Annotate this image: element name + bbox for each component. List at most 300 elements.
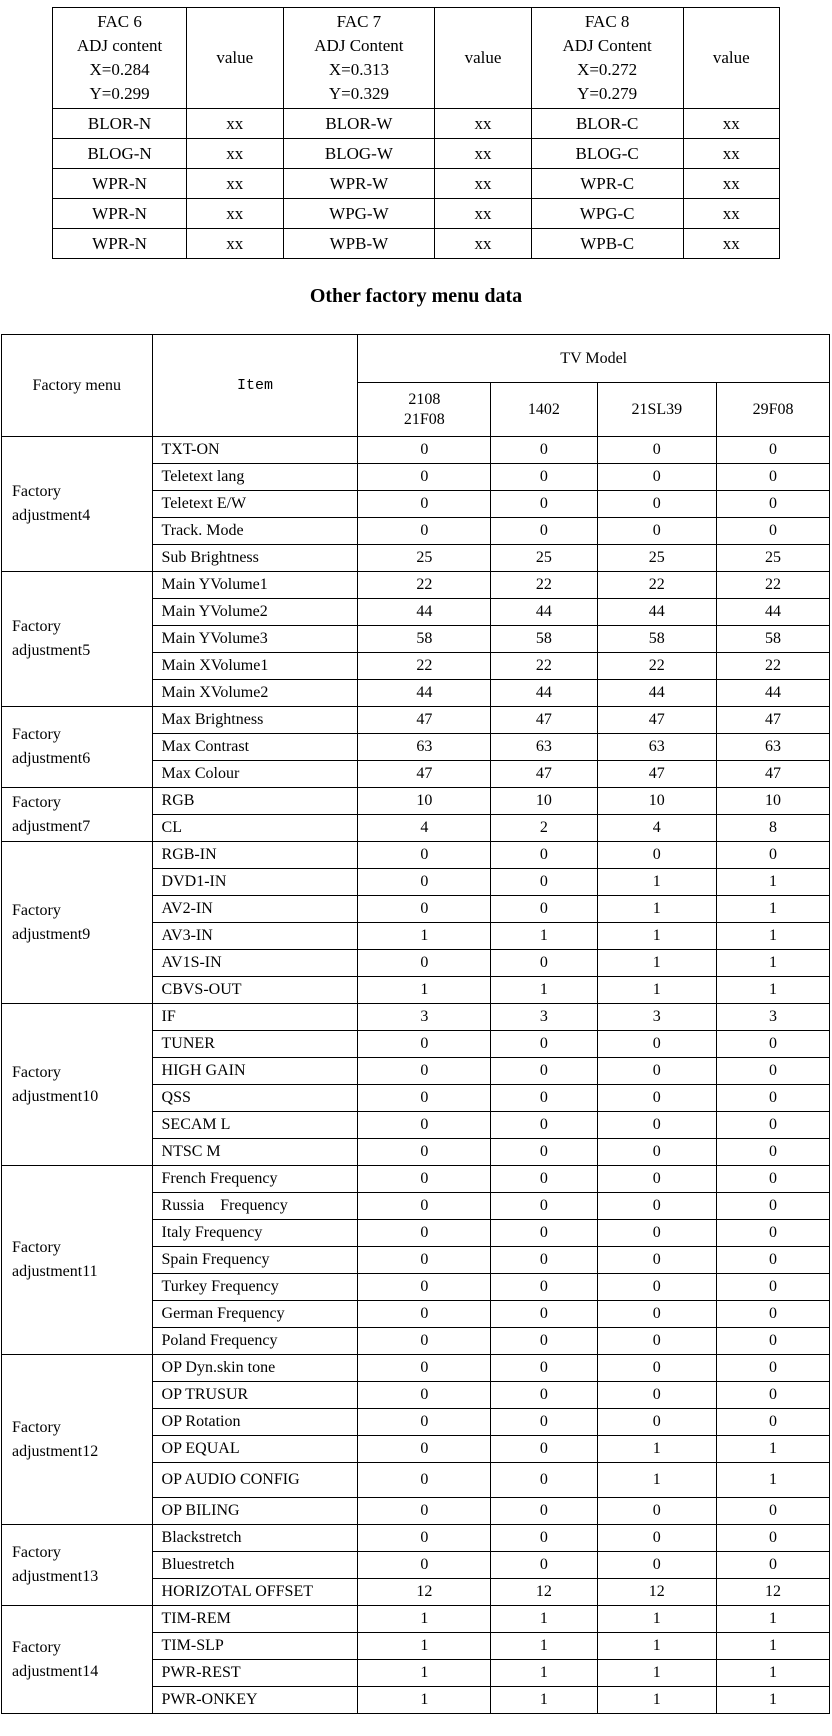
item-value: 0 xyxy=(597,1382,717,1409)
item-value: 0 xyxy=(358,1498,491,1525)
item-value: 1 xyxy=(491,923,597,950)
item-value: 63 xyxy=(491,734,597,761)
item-value: 0 xyxy=(358,1247,491,1274)
item-value: 1 xyxy=(358,923,491,950)
adj-cell: xx xyxy=(435,169,531,199)
group-line: Factory xyxy=(12,726,61,743)
item-value: 0 xyxy=(597,1525,717,1552)
item-value: 1 xyxy=(717,1687,830,1714)
item-name: Poland Frequency xyxy=(152,1328,358,1355)
item-name: Main XVolume2 xyxy=(152,680,358,707)
adj-cell: xx xyxy=(187,139,283,169)
item-value: 1 xyxy=(358,977,491,1004)
item-name: Main YVolume1 xyxy=(152,572,358,599)
item-name: RGB xyxy=(152,788,358,815)
item-value: 0 xyxy=(491,1355,597,1382)
menu-row xyxy=(2,437,830,464)
item-value: 0 xyxy=(358,1139,491,1166)
adj-cell: WPR-W xyxy=(283,169,435,199)
item-value: 1 xyxy=(597,977,717,1004)
item-name: AV2-IN xyxy=(152,896,358,923)
item-value: 0 xyxy=(717,1274,830,1301)
item-value: 0 xyxy=(717,1382,830,1409)
item-name: Italy Frequency xyxy=(152,1220,358,1247)
item-value: 0 xyxy=(597,464,717,491)
item-value: 0 xyxy=(717,1112,830,1139)
item-value: 22 xyxy=(491,653,597,680)
item-name: OP BILING xyxy=(152,1498,358,1525)
item-name: AV3-IN xyxy=(152,923,358,950)
adj-header-cell xyxy=(53,8,187,109)
group-line: adjustment9 xyxy=(12,925,91,943)
item-value: 0 xyxy=(491,1031,597,1058)
item-value: 1 xyxy=(597,1436,717,1463)
item-value: 0 xyxy=(358,1409,491,1436)
item-value: 1 xyxy=(597,950,717,977)
fac-y: Y=0.299 xyxy=(89,84,150,103)
item-value: 0 xyxy=(358,1166,491,1193)
group-line: adjustment10 xyxy=(12,1087,99,1105)
item-value: 0 xyxy=(491,1436,597,1463)
item-name: Teletext E/W xyxy=(152,491,358,518)
item-value: 1 xyxy=(491,977,597,1004)
model-line: 2108 xyxy=(408,390,441,408)
item-value: 47 xyxy=(717,761,830,788)
factory-group-name xyxy=(2,572,153,707)
item-value: 10 xyxy=(358,788,491,815)
item-value: 3 xyxy=(597,1004,717,1031)
factory-group-name xyxy=(2,1166,153,1355)
adj-cell: WPR-C xyxy=(531,169,683,199)
group-line: Factory xyxy=(12,1544,61,1561)
group-line: adjustment4 xyxy=(12,507,91,524)
group-line: Factory xyxy=(12,1418,61,1436)
item-value: 0 xyxy=(491,1382,597,1409)
item-value: 0 xyxy=(491,1139,597,1166)
item-name: OP AUDIO CONFIG xyxy=(152,1463,358,1498)
item-value: 0 xyxy=(597,1166,717,1193)
item-value: 0 xyxy=(717,1031,830,1058)
factory-group-name xyxy=(2,437,153,572)
item-value: 58 xyxy=(717,626,830,653)
item-value: 58 xyxy=(597,626,717,653)
item-value: 0 xyxy=(717,518,830,545)
item-value: 44 xyxy=(597,680,717,707)
item-value: 0 xyxy=(597,518,717,545)
adj-cell: xx xyxy=(683,199,779,229)
item-value: 0 xyxy=(491,950,597,977)
adj-cell: BLOG-C xyxy=(531,139,683,169)
item-value: 44 xyxy=(717,680,830,707)
item-name: OP Rotation xyxy=(152,1409,358,1436)
model-name xyxy=(597,383,717,437)
fac-x: X=0.284 xyxy=(89,60,150,79)
item-value: 22 xyxy=(358,572,491,599)
item-name: French Frequency xyxy=(152,1166,358,1193)
item-value: 0 xyxy=(358,491,491,518)
item-value: 44 xyxy=(597,599,717,626)
item-value: 0 xyxy=(491,491,597,518)
item-value: 12 xyxy=(358,1579,491,1606)
item-value: 0 xyxy=(358,1463,491,1498)
item-value: 0 xyxy=(491,1247,597,1274)
menu-header-row xyxy=(2,335,830,383)
item-value: 0 xyxy=(717,464,830,491)
item-value: 4 xyxy=(597,815,717,842)
group-line: Factory xyxy=(12,901,61,919)
factory-menu-table xyxy=(1,334,830,1714)
item-name: Main XVolume1 xyxy=(152,653,358,680)
menu-row xyxy=(2,1525,830,1552)
item-value: 0 xyxy=(597,1139,717,1166)
item-value: 0 xyxy=(491,1220,597,1247)
item-value: 0 xyxy=(491,1058,597,1085)
item-value: 0 xyxy=(358,1382,491,1409)
item-name: OP TRUSUR xyxy=(152,1382,358,1409)
item-value: 0 xyxy=(491,896,597,923)
item-value: 44 xyxy=(491,680,597,707)
item-value: 0 xyxy=(358,1301,491,1328)
model-line: 21F08 xyxy=(403,410,445,428)
adj-value-header: value xyxy=(435,8,531,109)
item-value: 22 xyxy=(491,572,597,599)
group-line: adjustment11 xyxy=(12,1263,98,1280)
item-value: 44 xyxy=(717,599,830,626)
factory-group-name xyxy=(2,707,153,788)
adj-cell: xx xyxy=(435,199,531,229)
item-value: 22 xyxy=(597,572,717,599)
adj-cell: WPB-C xyxy=(531,229,683,259)
adj-cell: xx xyxy=(187,109,283,139)
item-value: 0 xyxy=(597,1409,717,1436)
item-value: 0 xyxy=(491,1552,597,1579)
item-value: 25 xyxy=(491,545,597,572)
item-name: German Frequency xyxy=(152,1301,358,1328)
item-name: AV1S-IN xyxy=(152,950,358,977)
adj-cell: BLOR-W xyxy=(283,109,435,139)
model-name xyxy=(717,383,830,437)
adj-cell: WPR-N xyxy=(53,199,187,229)
item-name: Main YVolume2 xyxy=(152,599,358,626)
item-value: 0 xyxy=(717,1058,830,1085)
fac-subtitle: ADJ content xyxy=(76,36,163,55)
group-line: Factory xyxy=(12,618,61,635)
adj-cell: xx xyxy=(683,139,779,169)
item-value: 0 xyxy=(491,1085,597,1112)
item-value: 0 xyxy=(597,1247,717,1274)
item-value: 22 xyxy=(597,653,717,680)
item-value: 1 xyxy=(358,1687,491,1714)
menu-row xyxy=(2,788,830,815)
item-value: 1 xyxy=(491,1687,597,1714)
item-value: 0 xyxy=(491,1498,597,1525)
model-line: 29F08 xyxy=(752,400,794,418)
item-value: 1 xyxy=(597,1633,717,1660)
item-name: Teletext lang xyxy=(152,464,358,491)
factory-group-name xyxy=(2,1355,153,1525)
item-value: 8 xyxy=(717,815,830,842)
menu-row xyxy=(2,1355,830,1382)
fac-title: FAC 8 xyxy=(584,12,630,31)
item-value: 1 xyxy=(358,1660,491,1687)
item-value: 10 xyxy=(717,788,830,815)
factory-group-name xyxy=(2,842,153,1004)
group-line: Factory xyxy=(12,1239,61,1256)
adj-cell: WPR-N xyxy=(53,229,187,259)
adj-cell: xx xyxy=(435,139,531,169)
item-value: 0 xyxy=(358,1525,491,1552)
model-line: 1402 xyxy=(527,400,560,418)
item-value: 44 xyxy=(358,680,491,707)
fac-title: FAC 6 xyxy=(97,12,142,31)
adj-header-cell xyxy=(531,8,683,109)
item-value: 47 xyxy=(491,761,597,788)
group-line: adjustment12 xyxy=(12,1442,99,1460)
item-value: 0 xyxy=(358,518,491,545)
factory-group-name xyxy=(2,1004,153,1166)
item-value: 0 xyxy=(358,1436,491,1463)
item-value: 0 xyxy=(491,1112,597,1139)
fac-y: Y=0.279 xyxy=(577,84,638,103)
menu-row xyxy=(2,1166,830,1193)
item-value: 0 xyxy=(717,1355,830,1382)
adj-cell: xx xyxy=(187,169,283,199)
item-name: PWR-ONKEY xyxy=(152,1687,358,1714)
item-value: 1 xyxy=(717,1463,830,1498)
item-value: 0 xyxy=(717,1525,830,1552)
adj-cell: xx xyxy=(435,229,531,259)
item-value: 1 xyxy=(717,896,830,923)
item-name: NTSC M xyxy=(152,1139,358,1166)
item-value: 0 xyxy=(717,437,830,464)
adj-row xyxy=(53,169,780,199)
adj-cell: WPG-C xyxy=(531,199,683,229)
item-value: 2 xyxy=(491,815,597,842)
group-line: adjustment14 xyxy=(12,1662,99,1680)
item-value: 1 xyxy=(597,923,717,950)
item-name: IF xyxy=(152,1004,358,1031)
item-value: 0 xyxy=(597,1031,717,1058)
item-value: 0 xyxy=(358,1274,491,1301)
item-name: QSS xyxy=(152,1085,358,1112)
group-line: adjustment5 xyxy=(12,642,91,659)
item-value: 0 xyxy=(597,842,717,869)
model-name xyxy=(491,383,597,437)
item-value: 0 xyxy=(597,1274,717,1301)
item-value: 1 xyxy=(717,1436,830,1463)
item-name: Russia Frequency xyxy=(152,1193,358,1220)
item-name: CL xyxy=(152,815,358,842)
item-value: 10 xyxy=(491,788,597,815)
item-value: 0 xyxy=(597,1220,717,1247)
group-line: Factory xyxy=(12,793,61,811)
item-value: 0 xyxy=(358,1552,491,1579)
item-name: OP EQUAL xyxy=(152,1436,358,1463)
factory-group-name xyxy=(2,1606,153,1714)
item-value: 1 xyxy=(491,1633,597,1660)
item-name: Main YVolume3 xyxy=(152,626,358,653)
item-value: 47 xyxy=(597,707,717,734)
fac-subtitle: ADJ Content xyxy=(562,36,652,55)
item-value: 0 xyxy=(717,1301,830,1328)
item-value: 25 xyxy=(358,545,491,572)
item-value: 1 xyxy=(597,869,717,896)
group-line: Factory xyxy=(12,483,61,500)
item-value: 0 xyxy=(358,464,491,491)
item-value: 0 xyxy=(491,1166,597,1193)
adj-cell: WPG-W xyxy=(283,199,435,229)
item-value: 12 xyxy=(597,1579,717,1606)
item-value: 1 xyxy=(491,1660,597,1687)
item-value: 0 xyxy=(597,1301,717,1328)
adj-header-row xyxy=(53,8,780,109)
item-name: Track. Mode xyxy=(152,518,358,545)
item-value: 0 xyxy=(491,1409,597,1436)
adj-row xyxy=(53,109,780,139)
item-name: RGB-IN xyxy=(152,842,358,869)
item-value: 0 xyxy=(717,1139,830,1166)
item-value: 0 xyxy=(717,1193,830,1220)
item-value: 0 xyxy=(491,869,597,896)
item-value: 0 xyxy=(491,1301,597,1328)
item-name: Blackstretch xyxy=(152,1525,358,1552)
item-value: 3 xyxy=(717,1004,830,1031)
adj-cell: xx xyxy=(683,109,779,139)
adj-value-header: value xyxy=(187,8,283,109)
fac-y: Y=0.329 xyxy=(328,84,389,103)
item-name: TIM-SLP xyxy=(152,1633,358,1660)
item-value: 1 xyxy=(597,1463,717,1498)
fac-subtitle: ADJ Content xyxy=(314,36,404,55)
item-name: Max Brightness xyxy=(152,707,358,734)
item-value: 0 xyxy=(491,1193,597,1220)
adj-cell: BLOG-W xyxy=(283,139,435,169)
item-name: Spain Frequency xyxy=(152,1247,358,1274)
item-value: 0 xyxy=(491,1328,597,1355)
item-value: 47 xyxy=(358,707,491,734)
item-value: 0 xyxy=(597,1328,717,1355)
col-tv-model: TV Model xyxy=(358,335,830,383)
item-value: 0 xyxy=(491,518,597,545)
item-value: 10 xyxy=(597,788,717,815)
fac-adj-table xyxy=(52,7,780,259)
fac-x: X=0.272 xyxy=(577,60,638,79)
item-name: HIGH GAIN xyxy=(152,1058,358,1085)
item-value: 0 xyxy=(491,464,597,491)
item-value: 58 xyxy=(491,626,597,653)
item-value: 0 xyxy=(597,1058,717,1085)
item-value: 0 xyxy=(358,896,491,923)
adj-cell: xx xyxy=(187,229,283,259)
item-value: 0 xyxy=(717,491,830,518)
item-value: 0 xyxy=(491,1274,597,1301)
menu-row xyxy=(2,1004,830,1031)
item-value: 0 xyxy=(358,1112,491,1139)
item-value: 47 xyxy=(597,761,717,788)
item-value: 0 xyxy=(717,1220,830,1247)
item-value: 44 xyxy=(491,599,597,626)
adj-header-cell xyxy=(283,8,435,109)
item-value: 1 xyxy=(717,977,830,1004)
item-value: 4 xyxy=(358,815,491,842)
item-value: 58 xyxy=(358,626,491,653)
col-item: Item xyxy=(152,335,358,437)
item-value: 0 xyxy=(717,1247,830,1274)
item-value: 22 xyxy=(358,653,491,680)
item-value: 1 xyxy=(717,1606,830,1633)
item-value: 3 xyxy=(491,1004,597,1031)
item-value: 1 xyxy=(717,923,830,950)
item-name: Max Contrast xyxy=(152,734,358,761)
group-line: adjustment6 xyxy=(12,750,91,767)
item-name: TIM-REM xyxy=(152,1606,358,1633)
adj-cell: xx xyxy=(683,169,779,199)
item-value: 0 xyxy=(597,491,717,518)
item-value: 0 xyxy=(358,1031,491,1058)
adj-cell: xx xyxy=(683,229,779,259)
item-value: 0 xyxy=(717,1498,830,1525)
item-value: 0 xyxy=(597,1355,717,1382)
adj-cell: xx xyxy=(187,199,283,229)
item-value: 0 xyxy=(717,1552,830,1579)
item-value: 47 xyxy=(491,707,597,734)
item-value: 25 xyxy=(717,545,830,572)
item-name: OP Dyn.skin tone xyxy=(152,1355,358,1382)
model-line: 21SL39 xyxy=(631,400,683,418)
item-value: 0 xyxy=(717,842,830,869)
fac-title: FAC 7 xyxy=(336,12,382,31)
item-value: 0 xyxy=(358,842,491,869)
group-line: Factory xyxy=(12,1638,61,1656)
item-name: TXT-ON xyxy=(152,437,358,464)
item-name: DVD1-IN xyxy=(152,869,358,896)
item-value: 1 xyxy=(597,1606,717,1633)
item-value: 3 xyxy=(358,1004,491,1031)
item-value: 63 xyxy=(358,734,491,761)
menu-row xyxy=(2,842,830,869)
item-name: Max Colour xyxy=(152,761,358,788)
item-name: Bluestretch xyxy=(152,1552,358,1579)
factory-group-name xyxy=(2,788,153,842)
item-value: 0 xyxy=(491,842,597,869)
item-value: 12 xyxy=(491,1579,597,1606)
item-value: 0 xyxy=(491,1463,597,1498)
item-value: 0 xyxy=(717,1166,830,1193)
item-value: 22 xyxy=(717,653,830,680)
item-value: 47 xyxy=(358,761,491,788)
item-value: 0 xyxy=(358,950,491,977)
item-value: 1 xyxy=(717,1633,830,1660)
item-value: 1 xyxy=(717,1660,830,1687)
fac-x: X=0.313 xyxy=(328,60,389,79)
item-value: 1 xyxy=(597,1660,717,1687)
item-name: PWR-REST xyxy=(152,1660,358,1687)
item-value: 0 xyxy=(717,1409,830,1436)
adj-cell: WPB-W xyxy=(283,229,435,259)
item-value: 1 xyxy=(717,950,830,977)
adj-row xyxy=(53,229,780,259)
item-value: 0 xyxy=(597,1085,717,1112)
item-value: 0 xyxy=(358,1193,491,1220)
item-value: 0 xyxy=(358,869,491,896)
adj-cell: BLOR-N xyxy=(53,109,187,139)
item-value: 22 xyxy=(717,572,830,599)
item-value: 12 xyxy=(717,1579,830,1606)
menu-row xyxy=(2,572,830,599)
group-line: adjustment7 xyxy=(12,817,91,835)
item-value: 44 xyxy=(358,599,491,626)
item-value: 0 xyxy=(597,1193,717,1220)
